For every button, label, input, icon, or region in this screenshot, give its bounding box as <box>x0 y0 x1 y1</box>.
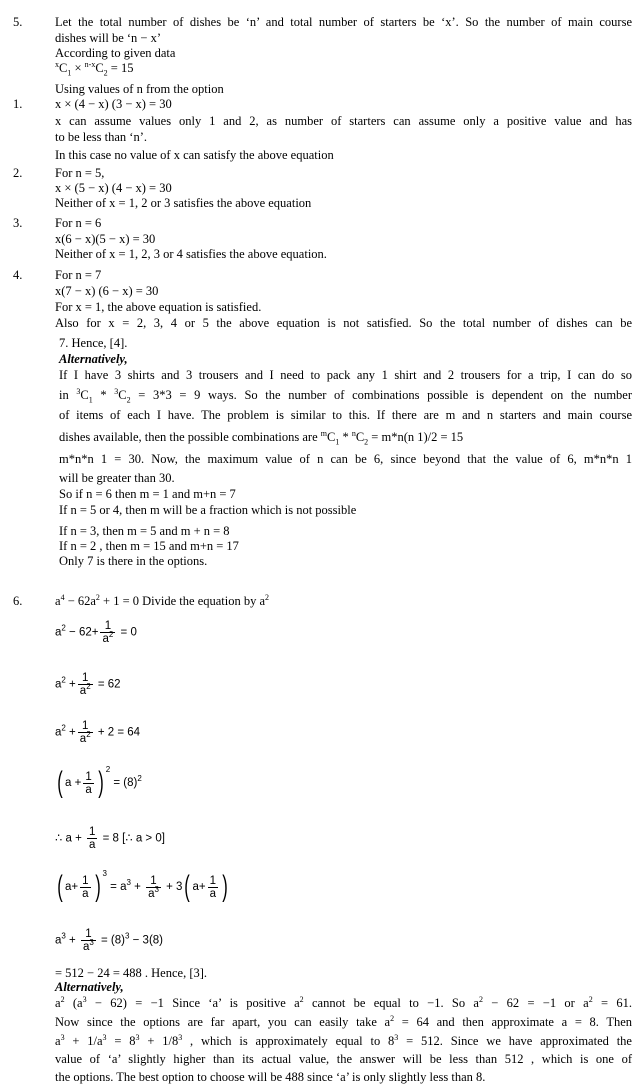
text-line: Only 7 is there in the options. <box>59 554 208 568</box>
text-line: Let the total number of dishes be ‘n’ and total number of starters be ‘x’. So the number of main course <box>55 15 632 29</box>
fraction: $\frac{1}{a^3}$ <box>82 928 94 953</box>
equation-step: $a^2$ + $\frac{1}{a^2}$ + 2 = 64 <box>55 720 141 745</box>
alternative-heading: Alternatively, <box>59 352 128 366</box>
text-line: m*n*n 1 = 30. Now, the maximum value of n can be 6, since beyond that the value of 6, m*n*n 1 <box>59 452 632 466</box>
fraction: $\frac{1}{a}$ <box>209 874 216 900</box>
question-number: 5. <box>13 15 23 29</box>
text-line: value of ‘a’ slightly higher than its actual value, the answer will be less than 512 , which is one of <box>55 1052 632 1066</box>
text-line: $a^3 + 1/a^3 = 8^3 + 1/8^3$ , which is approximately equal to $8^3 = 512$. Since we have approximated the <box>55 1032 632 1048</box>
text-line: Also for x = 2, 3, 4 or 5 the above equation is not satisfied. So the total number of dishes can be <box>55 316 632 330</box>
fraction: $\frac{1}{a}$ <box>82 874 89 900</box>
text-line: x(6 − x)(5 − x) = 30 <box>55 232 156 246</box>
case-number: 1. <box>13 97 23 111</box>
text-line: in $^3C_1 * ^3C_2 = 3*3 = 9$ ways. So the number of combinations possible is dependent on the number <box>59 386 633 405</box>
equation-step: $a^3$ + $\frac{1}{a^3}$ = $(8)^3 - 3(8)$ <box>55 928 164 953</box>
text-line: According to given data <box>55 46 176 60</box>
text-line: For x = 1, the above equation is satisfied. <box>55 300 262 314</box>
equation-step: $a^2$ + $\frac{1}{a^2}$ = 62 <box>55 672 121 697</box>
text-line: x × (5 − x) (4 − x) = 30 <box>55 181 172 195</box>
text-line: will be greater than 30. <box>59 471 175 485</box>
text-line: If I have 3 shirts and 3 trousers and I need to pack any 1 shirt and 2 trousers for a trip, I can do so <box>59 368 632 382</box>
text-line: of items of each I have. The problem is similar to this. If there are m and n starters and main course <box>59 408 632 422</box>
text-line: $a^2$ $(a^3 - 62) = -1$ Since ‘a’ is positive $a^2$ cannot be equal to −1. So $a^2 - 62 = -1$ or $a^2 = 61$. <box>55 994 633 1010</box>
text-line: dishes will be ‘n − x’ <box>55 31 161 45</box>
text-line: 7. Hence, [4]. <box>59 336 128 350</box>
text-line: If n = 2 , then m = 15 and m+n = 17 <box>59 539 239 553</box>
text-line: So if n = 6 then m = 1 and m+n = 7 <box>59 487 236 501</box>
text-line: For n = 6 <box>55 216 102 230</box>
text-line: to be less than ‘n’. <box>55 130 147 144</box>
text-line: If n = 3, then m = 5 and m + n = 8 <box>59 524 230 538</box>
text-line: x can assume values only 1 and 2, as number of starters can assume only a positive value and has <box>55 114 632 128</box>
result-line: = 512 − 24 = 488 . Hence, [3]. <box>55 966 208 980</box>
text-line: In this case no value of x can satisfy the above equation <box>55 148 334 162</box>
text-line: x × (4 − x) (3 − x) = 30 <box>55 97 172 111</box>
text-line: For n = 7 <box>55 268 102 282</box>
formula-line: $^xC_1 \times ^{n-x}C_2 = 15$ <box>55 59 134 78</box>
text-line: If n = 5 or 4, then m will be a fraction which is not possible <box>59 503 357 517</box>
fraction: $\frac{1}{a}$ <box>89 826 96 851</box>
equation-step: ∴ a + $\frac{1}{a}$ = 8 [∴ a > 0] <box>55 826 165 851</box>
text-line: Now since the options are far apart, you can easily take $a^2 = 64$ and then approximate a = 8. Then <box>55 1013 632 1029</box>
fraction: $\frac{1}{a}$ <box>85 770 92 796</box>
text-line: the options. The best option to choose will be 488 since ‘a’ is only slightly less than 8. <box>55 1070 486 1084</box>
text-line: For n = 5, <box>55 166 105 180</box>
text-line: x(7 − x) (6 − x) = 30 <box>55 284 159 298</box>
equation-step: ( a+ $\frac{1}{a}$ ) $^3 = a^3$ + $\frac{1}{a^3}$ + 3( a+ $\frac{1}{a}$ ) <box>57 869 228 903</box>
equation-line: $a^4 - 62a^2 + 1 = 0$ Divide the equation by $a^2$ <box>55 592 270 608</box>
question-number: 6. <box>13 594 23 608</box>
fraction: $\frac{1}{a^3}$ <box>148 874 159 900</box>
text-line: Using values of n from the option <box>55 82 224 96</box>
text-line: Neither of x = 1, 2, 3 or 4 satisfies the above equation. <box>55 247 327 261</box>
equation-step: $a^2 - 62+$ $\frac{1}{a^2}$ = 0 <box>55 620 137 645</box>
equation-step: ( a + $\frac{1}{a}$ ) $^2 = (8)^2$ <box>57 765 142 799</box>
case-number: 3. <box>13 216 23 230</box>
fraction: $\frac{1}{a^2}$ <box>79 720 91 745</box>
case-number: 2. <box>13 166 23 180</box>
case-number: 4. <box>13 268 23 282</box>
alternative-heading: Alternatively, <box>55 980 124 994</box>
text-line: dishes available, then the possible combinations are $^mC_1 * ^nC_2 = m*n(n$ 1)/2 = 15 <box>59 428 464 447</box>
fraction: $\frac{1}{a^2}$ <box>79 672 91 697</box>
fraction: $\frac{1}{a^2}$ <box>102 620 114 645</box>
text-line: Neither of x = 1, 2 or 3 satisfies the above equation <box>55 196 312 210</box>
